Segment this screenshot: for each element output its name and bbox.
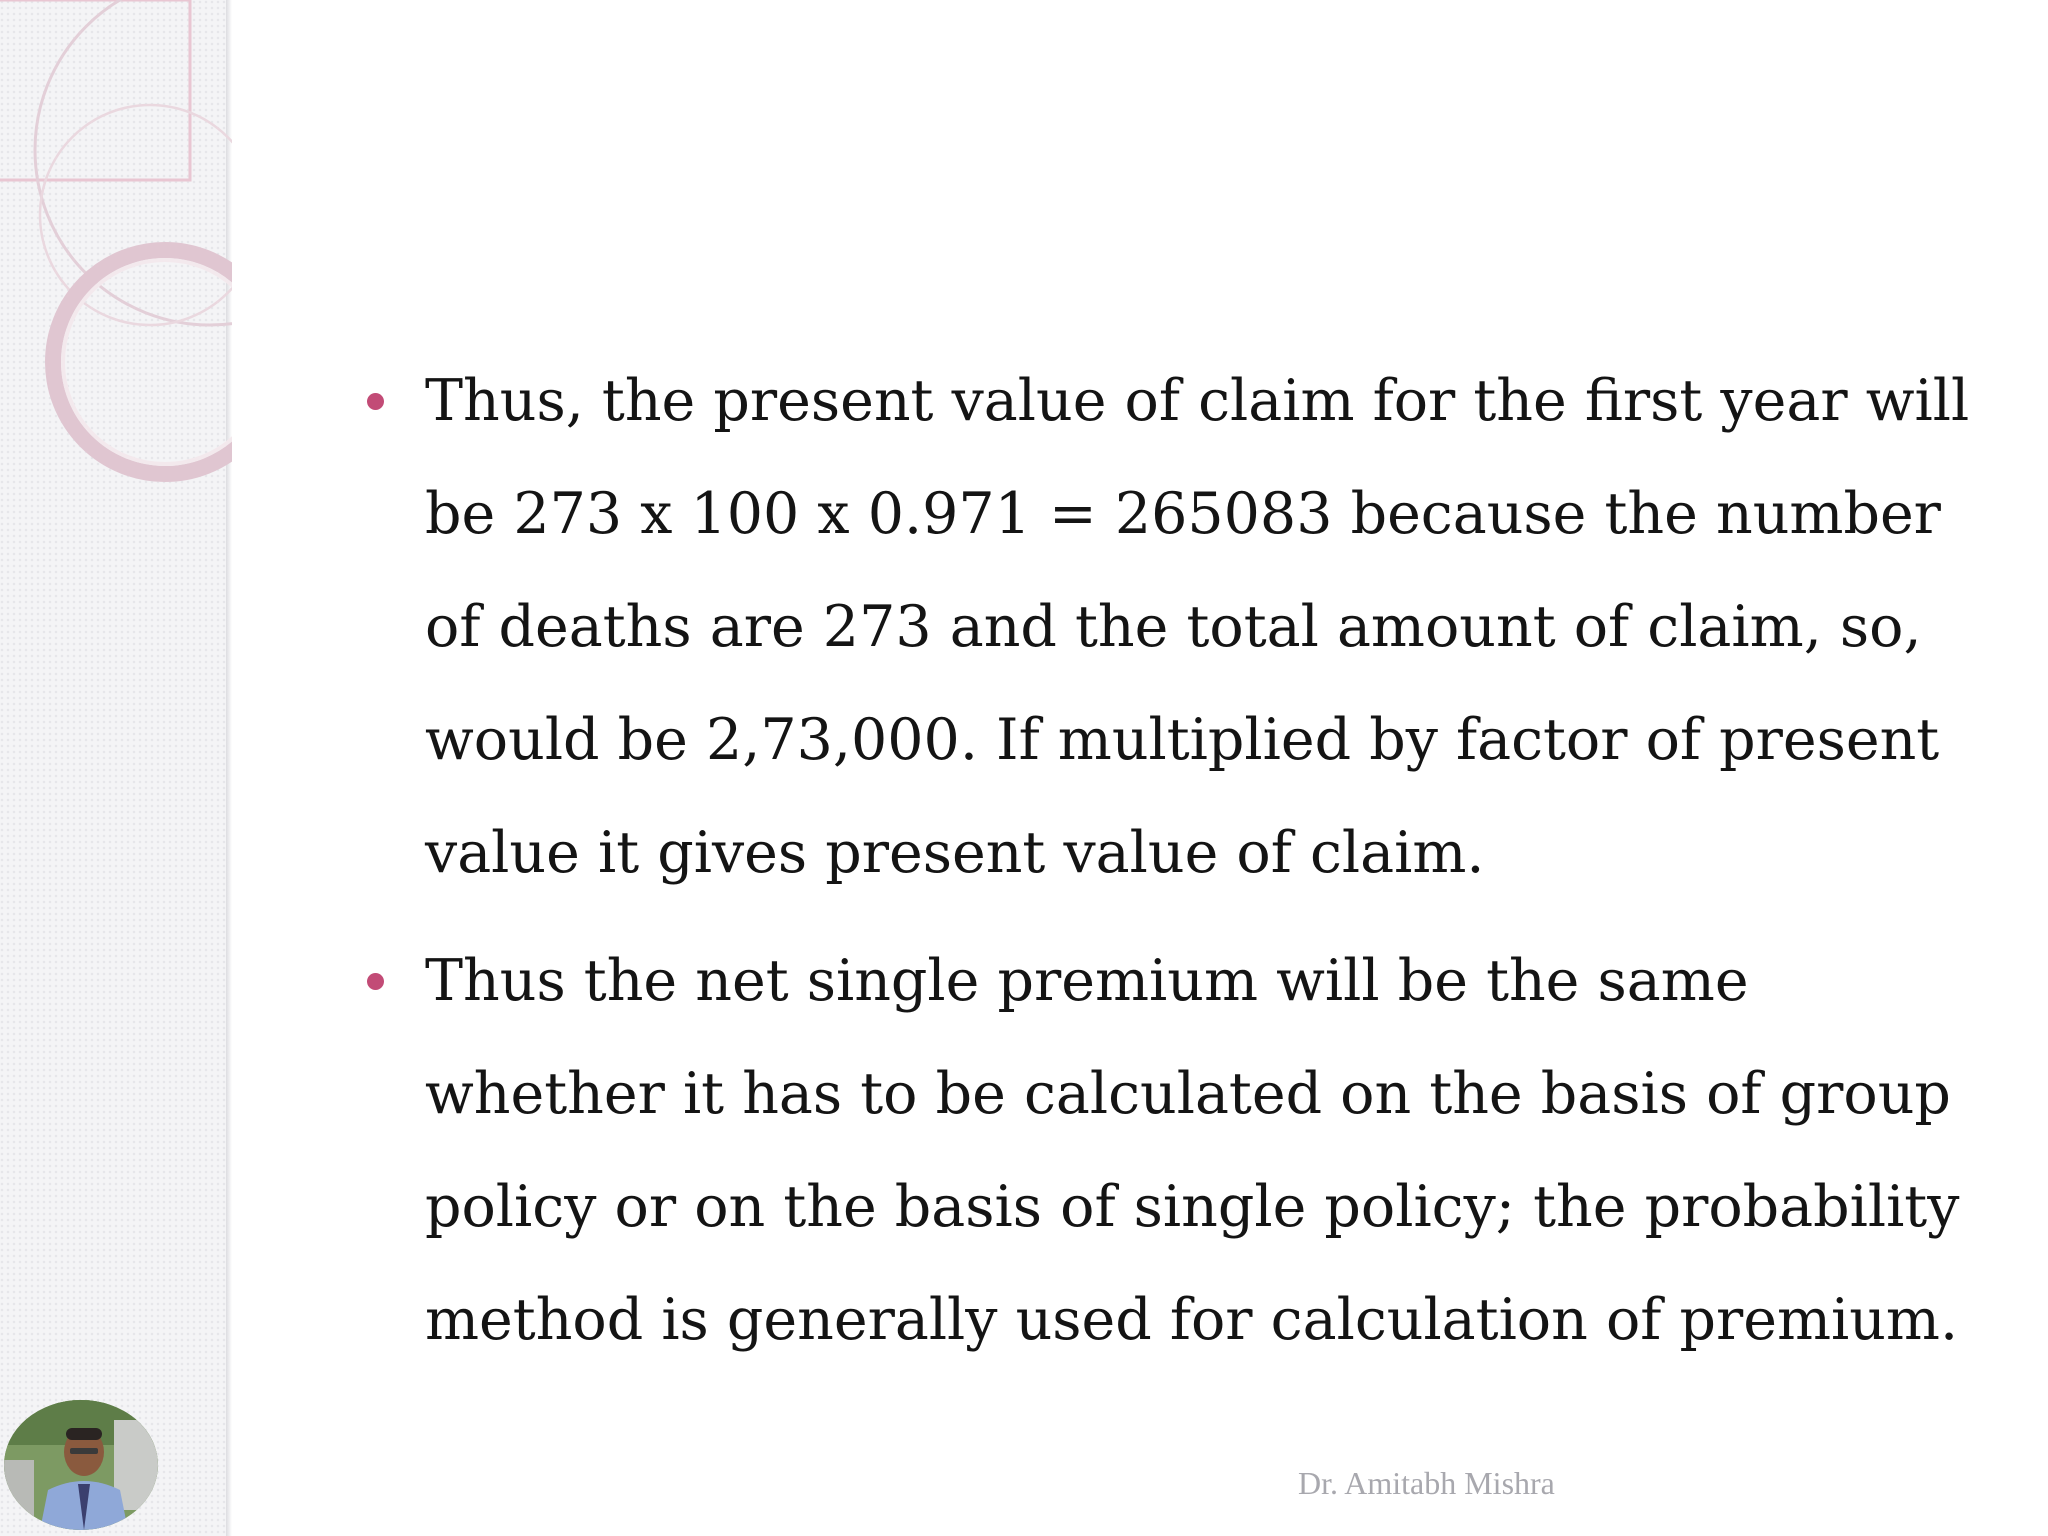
bullet-item [355, 925, 1995, 1377]
bullet-item [355, 345, 1995, 910]
bullet-text: Thus the net single premium will be the same whether it has to be calculated on the basis of group policy or on the basis of single policy; the probability method is generally used for calculation of premium. [425, 948, 1960, 1353]
footer-author: Dr. Amitabh Mishra [1298, 1465, 1555, 1501]
bullet-dot-icon [367, 973, 384, 990]
bullet-dot-icon [367, 393, 384, 410]
decor-thin-arc-large [35, 0, 232, 325]
bullet-text: Thus, the present value of claim for the first year will be 273 x 100 x 0.971 = 265083 because the number of deaths are 273 and the total amount of claim, so, would be 2,73,000. If multiplied by factor of present value it gives present value of claim. [425, 368, 1970, 886]
author-photo [4, 1400, 158, 1530]
decorative-circles [0, 0, 232, 520]
decor-pink-square-outline [0, 0, 190, 180]
decor-thick-ring [53, 250, 232, 474]
slide-body [355, 345, 1995, 1377]
person-avatar-icon [4, 1400, 158, 1530]
